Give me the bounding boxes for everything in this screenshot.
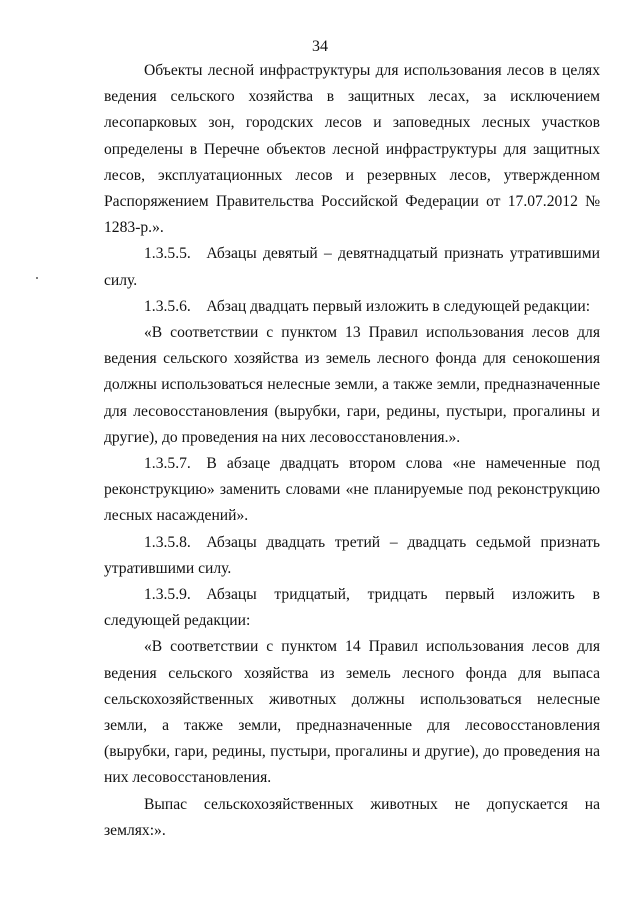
margin-dot-mark — [36, 277, 38, 279]
paragraph-1-3-5-9: 1.3.5.9. Абзацы тридцатый, тридцать первый изложить в следующей редакции: — [104, 586, 600, 630]
paragraph-1-3-5-6: 1.3.5.6. Абзац двадцать первый изложить в следующей редакции: — [144, 297, 591, 315]
document-body — [104, 58, 600, 844]
paragraph-1-3-5-8: 1.3.5.8. Абзацы двадцать третий – двадцать седьмой признать утратившими силу. — [104, 533, 600, 577]
paragraph-quote-point-14: «В соответствии с пунктом 14 Правил использования лесов для ведения сельского хозяйства из земель лесного фонда для выпаса сельскохозяйственных животных должны использоваться нелесные земли, а также земли, предназначенные для лесовосстановления (вырубки, гари, редины, пустыри, прогалины и другие), до проведения на них лесовосстановления. — [104, 638, 600, 787]
paragraph-1-3-5-7: 1.3.5.7. В абзаце двадцать втором слова «не намеченные под реконструкцию» заменить словами «не планируемые под реконструкцию лесных насаждений». — [104, 455, 600, 525]
paragraph-infrastructure-objects: Объекты лесной инфраструктуры для использования лесов в целях ведения сельского хозяйства в защитных лесах, за исключением лесопарковых зон, городских лесов и заповедных лесных участков определены в Перечне объектов лесной инфраструктуры для защитных лесов, эксплуатационных лесов и резервных лесов, утвержденном Распоряжением Правительства Российской Федерации от 17.07.2012 № 1283-р.». — [104, 62, 600, 237]
paragraph-quote-point-13: «В соответствии с пунктом 13 Правил использования лесов для ведения сельского хозяйства из земель лесного фонда для сенокошения должны использоваться нелесные земли, а также земли, предназначенные для лесовосстановления (вырубки, гари, редины, пустыри, прогалины и другие), до проведения на них лесовосстановления.». — [104, 324, 600, 446]
paragraph-1-3-5-5: 1.3.5.5. Абзацы девятый – девятнадцатый признать утратившими силу. — [104, 245, 600, 289]
page-number: 34 — [312, 38, 328, 55]
paragraph-grazing-restriction: Выпас сельскохозяйственных животных не допускается на землях:». — [104, 795, 600, 839]
